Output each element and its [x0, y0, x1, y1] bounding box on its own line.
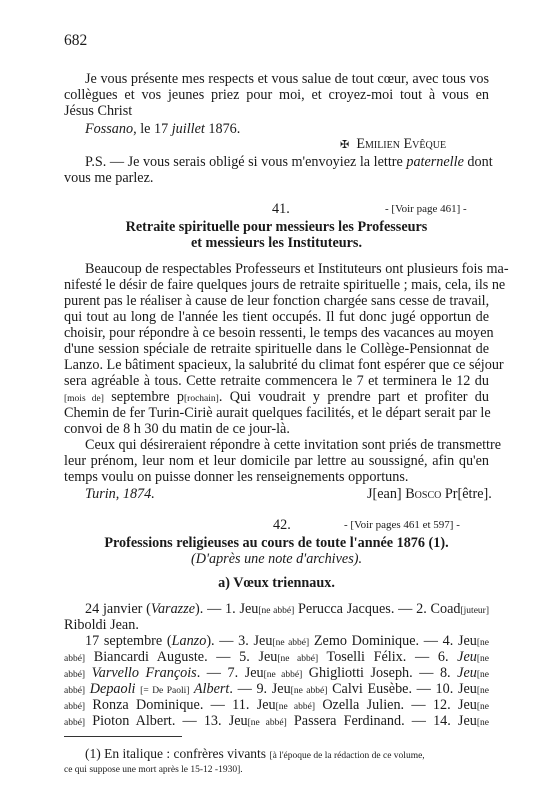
- t: Calvi Eusèbe. — 10. Jeu: [327, 681, 477, 697]
- letter-place: Fossano: [85, 121, 134, 137]
- doc-place-date: Turin, 1874.: [85, 486, 155, 502]
- letter-date-prefix: , le 17: [133, 121, 172, 137]
- doc-title: Retraite spirituelle pour messieurs les Professeurs: [125, 219, 428, 235]
- body-line: nifesté le désir de faire quelques jours de retraite spirituelle ; mais, cela, ils ne: [64, 277, 506, 293]
- t: ). — 3. Jeu: [206, 633, 273, 649]
- t: Ghigliotti Joseph. — 8.: [302, 665, 458, 681]
- editorial-insert: [ne abbé]: [263, 670, 303, 680]
- doc-number: 41.: [272, 201, 290, 217]
- body-line: convoi de 8 h 30 du matin de ce jour-là.: [64, 421, 290, 437]
- t: Ozella Julien. — 12. Jeu: [315, 697, 477, 713]
- t: (1) En italique : confrères vivants: [85, 746, 270, 761]
- t: Jeu: [457, 649, 477, 665]
- signature-text: J[ean]: [367, 486, 406, 502]
- body-line: Lanzo. Le bâtiment spacieux, la salubrité du climat font espérer que ce séjour: [64, 357, 504, 373]
- editorial-insert: [ne: [476, 702, 490, 712]
- t: 17 septembre (: [85, 633, 172, 649]
- t: Ronza Dominique. — 11. Jeu: [85, 697, 276, 713]
- body-line: temps voulu on puisse donner les renseignements opportuns.: [64, 469, 409, 485]
- editorial-insert: [ne abbé]: [258, 606, 295, 616]
- t: Zemo Dominique. — 4. Jeu: [309, 633, 477, 649]
- letter-year: 1876.: [204, 121, 241, 137]
- editorial-insert: [ne abbé]: [277, 654, 319, 664]
- editorial-insert: [ne: [476, 670, 489, 680]
- profession-line: [85, 601, 489, 619]
- ps-text: P.S. — Je vous serais obligé si vous m'envoyiez la lettre: [85, 154, 407, 170]
- letter-line: Jésus Christ: [64, 103, 133, 119]
- body-line: purent pas le réaliser à cause de leur fonction chargée sans cesse de travail,: [64, 293, 490, 309]
- editorial-insert: abbé]: [64, 670, 86, 680]
- body-line: sera agréable à tous. Cette retraite commencera le 7 et terminera le 12 du: [64, 373, 489, 389]
- body-line: Ceux qui désireraient répondre à cette invitation sont priés de transmettre: [85, 437, 502, 453]
- t: ). — 1. Jeu: [195, 601, 259, 617]
- editorial-insert: [ne abbé]: [247, 718, 287, 728]
- t: Passera Ferdinand. — 14. Jeu: [286, 713, 477, 729]
- ps-text: dont: [463, 154, 493, 170]
- body-line: Beaucoup de respectables Professeurs et Instituteurs ont plusieurs fois ma-: [85, 261, 509, 277]
- editorial-insert: [ne: [476, 686, 489, 696]
- editorial-insert: abbé]: [64, 702, 86, 712]
- t: Perucca Jacques. — 2. Coad: [294, 601, 461, 617]
- postscript-line: vous me parlez.: [64, 170, 154, 186]
- letter-signature: [340, 136, 446, 153]
- editorial-insert: [ne abbé]: [290, 686, 328, 696]
- body-line: choisir, pour répondre à ce besoin ressenti, le temps des vacances au moyen: [64, 325, 494, 341]
- t: . — 9. Jeu: [229, 681, 291, 697]
- editorial-insert: [= De Paoli]: [140, 686, 190, 696]
- doc-signature: [367, 486, 492, 502]
- t: Biancardi Auguste. — 5. Jeu: [85, 649, 278, 665]
- body-line: Chemin de fer Turin-Ciriè aurait quelques facilités, et le départ serait par le: [64, 405, 491, 421]
- doc-title: et messieurs les Instituteurs.: [190, 235, 363, 251]
- letter-line: collègues et vos jeunes priez pour moi, et croyez-moi tout à vous en: [64, 87, 489, 103]
- t: Lanzo: [171, 633, 207, 649]
- profession-line: [64, 713, 489, 731]
- doc-ref: - [Voir page 461] -: [385, 203, 467, 215]
- letter-month: juillet: [171, 121, 205, 137]
- editorial-insert: [ne: [476, 654, 489, 664]
- t: . — 7. Jeu: [196, 665, 264, 681]
- doc-ref: - [Voir pages 461 et 597] -: [344, 519, 460, 531]
- signature-name: Bosco: [405, 486, 442, 502]
- t: Jeu: [457, 665, 477, 681]
- body-line: d'une session spéciale de retraite spirituelle dans le Collège-Pensionnat de: [64, 341, 489, 357]
- profession-line: Riboldi Jean.: [64, 617, 139, 633]
- postscript-line: [85, 154, 493, 170]
- letter-line: Je vous présente mes respects et vous salue de tout cœur, avec tous vos: [85, 71, 489, 87]
- doc-number: 42.: [273, 517, 291, 533]
- cross-icon: ✠: [340, 139, 350, 151]
- editorial-insert: [juteur]: [460, 606, 489, 616]
- footnote-line: ce qui suppose une mort après le 15-12 -1930].: [64, 765, 243, 775]
- t: 24 janvier (: [85, 601, 151, 617]
- editorial-insert: abbé]: [64, 654, 86, 664]
- editorial-insert: [ne abbé]: [275, 702, 315, 712]
- editorial-insert: [rochain]: [184, 394, 219, 404]
- editorial-insert: [mois de]: [64, 394, 104, 404]
- doc-subtitle: (D'après une note d'archives).: [190, 551, 363, 567]
- footnote-line: [85, 746, 425, 764]
- editorial-insert: [ne abbé]: [272, 638, 310, 648]
- ps-italic: paternelle: [406, 154, 464, 170]
- t: Varazze: [150, 601, 196, 617]
- signature-name: Emilien Evêque: [356, 136, 447, 152]
- letter-date: [85, 121, 240, 137]
- t: Albert: [189, 681, 230, 697]
- t: Pioton Albert. — 13. Jeu: [85, 713, 248, 729]
- page-number: 682: [64, 32, 88, 49]
- body-text: septembre p: [103, 389, 184, 405]
- body-text: . Qui voudrait y prendre part et profiter du: [218, 389, 489, 405]
- footnote-rule: [64, 736, 182, 737]
- doc-title: Professions religieuses au cours de toute l'année 1876 (1).: [104, 535, 449, 551]
- editorial-insert: abbé]: [64, 718, 86, 728]
- signature-text: Pr[être].: [441, 486, 492, 502]
- body-line: qui tout au long de l'année les tient occupés. Il fut donc jugé opportun de: [64, 309, 489, 325]
- editorial-insert: [ne: [476, 718, 489, 728]
- section-heading: a) Vœux triennaux.: [218, 575, 335, 591]
- editorial-insert: [ne: [476, 638, 490, 648]
- t: Depaoli: [85, 681, 141, 697]
- body-line: leur prénom, leur nom et leur domicile par lettre au soussigné, afin qu'en: [64, 453, 489, 469]
- editorial-insert: abbé]: [64, 686, 86, 696]
- editorial-insert: [à l'époque de la rédaction de ce volume,: [269, 751, 425, 761]
- t: Varvello François: [85, 665, 197, 681]
- t: Toselli Félix. — 6.: [318, 649, 458, 665]
